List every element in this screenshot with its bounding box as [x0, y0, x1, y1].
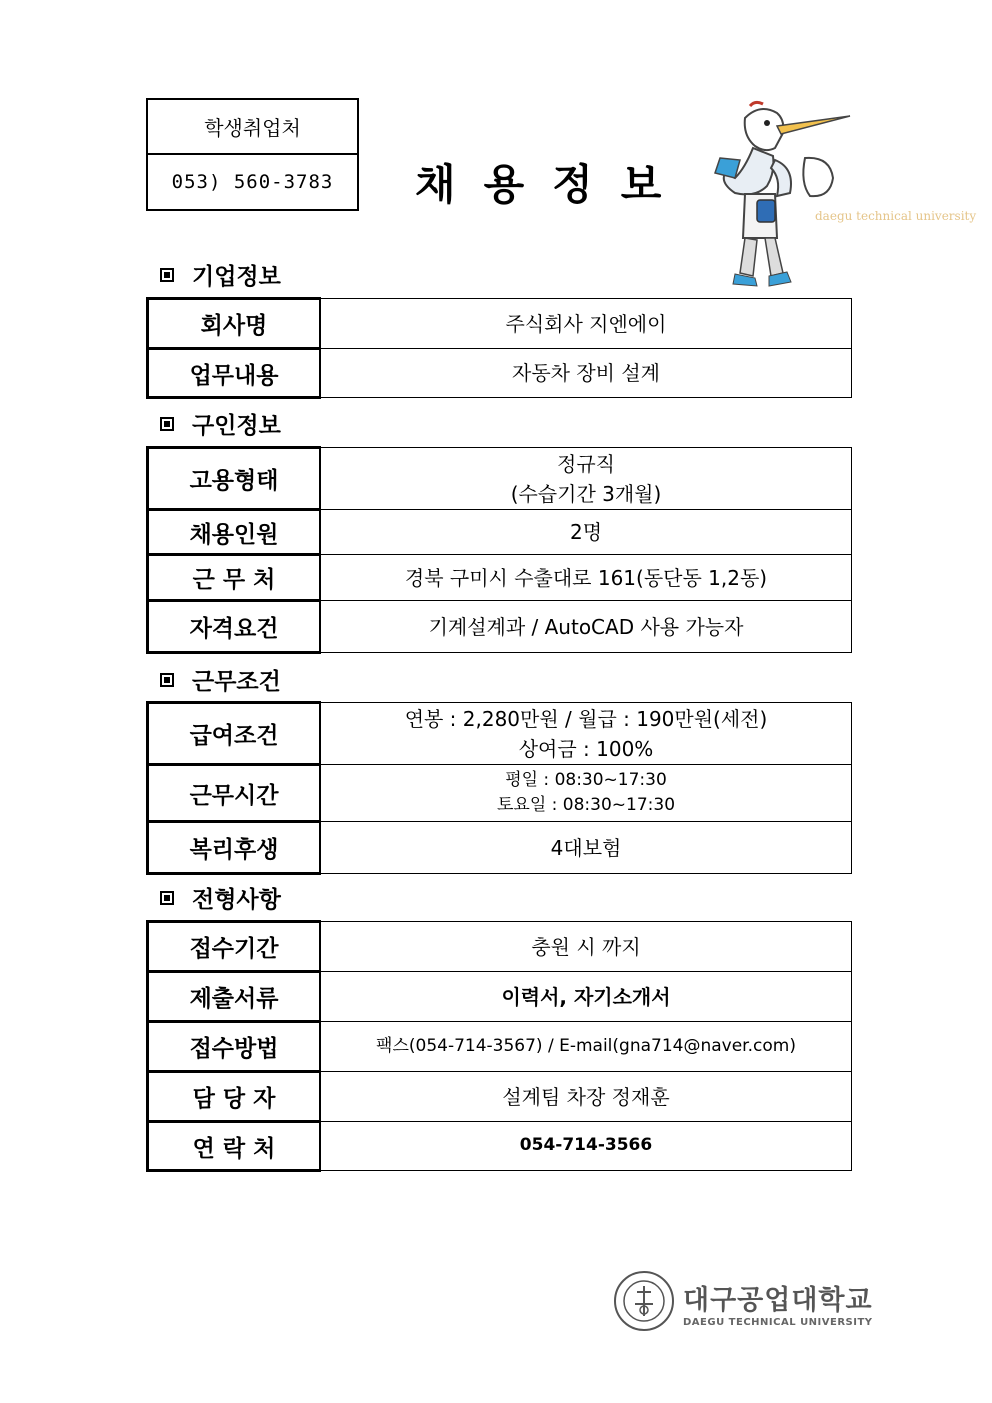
label-employment-type: 고용형태 — [148, 448, 321, 510]
office-box — [146, 98, 359, 211]
university-name-ko: 대구공업대학교 — [683, 1285, 873, 1316]
table-row — [148, 703, 852, 765]
mascot-illustration — [705, 98, 977, 288]
value-documents: 이력서, 자기소개서 — [320, 972, 852, 1022]
section-square-icon — [160, 673, 174, 687]
section-title-selection: 전형사항 — [160, 881, 281, 914]
page-title: 채용정보 — [415, 160, 690, 209]
table-row — [148, 972, 852, 1022]
label-application-method: 접수방법 — [148, 1022, 321, 1072]
value-requirements: 기계설계과 / AutoCAD 사용 가능자 — [320, 601, 852, 653]
section-title-job: 구인정보 — [160, 407, 281, 440]
label-welfare: 복리후생 — [148, 822, 321, 874]
label-documents: 제출서류 — [148, 972, 321, 1022]
label-workplace: 근 무 처 — [148, 555, 321, 601]
label-company-name: 회사명 — [148, 299, 321, 349]
label-contact-person: 담 당 자 — [148, 1072, 321, 1122]
university-logo — [683, 1278, 873, 1328]
value-employment-type: 정규직 (수습기간 3개월) — [320, 448, 852, 510]
table-row — [148, 349, 852, 398]
table-row — [148, 822, 852, 874]
label-contact-phone: 연 락 처 — [148, 1122, 321, 1171]
label-salary: 급여조건 — [148, 703, 321, 765]
section-square-icon — [160, 891, 174, 905]
table-row — [148, 1022, 852, 1072]
university-name-en: DAEGU TECHNICAL UNIVERSITY — [683, 1317, 873, 1328]
office-phone: 053) 560-3783 — [171, 170, 334, 193]
value-application-period: 충원 시 까지 — [320, 922, 852, 972]
table-row — [148, 299, 852, 349]
value-contact-phone: 054-714-3566 — [320, 1122, 852, 1171]
table-row — [148, 922, 852, 972]
conditions-table — [146, 701, 852, 875]
label-duty: 업무내용 — [148, 349, 321, 398]
value-workplace: 경북 구미시 수출대로 161(동단동 1,2동) — [320, 555, 852, 601]
value-contact-person: 설계팀 차장 정재훈 — [320, 1072, 852, 1122]
value-working-hours: 평일 : 08:30~17:30 토요일 : 08:30~17:30 — [320, 765, 852, 822]
job-table — [146, 446, 852, 654]
company-table — [146, 297, 852, 399]
table-row — [148, 765, 852, 822]
office-name: 학생취업처 — [148, 100, 357, 155]
value-welfare: 4대보험 — [320, 822, 852, 874]
mascot-watermark: daegu technical university — [815, 209, 977, 223]
table-row — [148, 448, 852, 510]
table-row — [148, 510, 852, 555]
label-headcount: 채용인원 — [148, 510, 321, 555]
section-square-icon — [160, 417, 174, 431]
table-row — [148, 555, 852, 601]
value-salary: 연봉 : 2,280만원 / 월급 : 190만원(세전) 상여금 : 100% — [320, 703, 852, 765]
label-working-hours: 근무시간 — [148, 765, 321, 822]
value-headcount: 2명 — [320, 510, 852, 555]
value-duty: 자동차 장비 설계 — [320, 349, 852, 398]
selection-table — [146, 920, 852, 1172]
section-title-company: 기업정보 — [160, 258, 281, 291]
university-seal-icon — [613, 1270, 675, 1332]
value-company-name: 주식회사 지엔에이 — [320, 299, 852, 349]
section-square-icon — [160, 268, 174, 282]
label-application-period: 접수기간 — [148, 922, 321, 972]
value-application-method: 팩스(054-714-3567) / E-mail(gna714@naver.com) — [320, 1022, 852, 1072]
table-row — [148, 1072, 852, 1122]
label-requirements: 자격요건 — [148, 601, 321, 653]
table-row — [148, 1122, 852, 1171]
section-title-conditions: 근무조건 — [160, 663, 281, 696]
table-row — [148, 601, 852, 653]
